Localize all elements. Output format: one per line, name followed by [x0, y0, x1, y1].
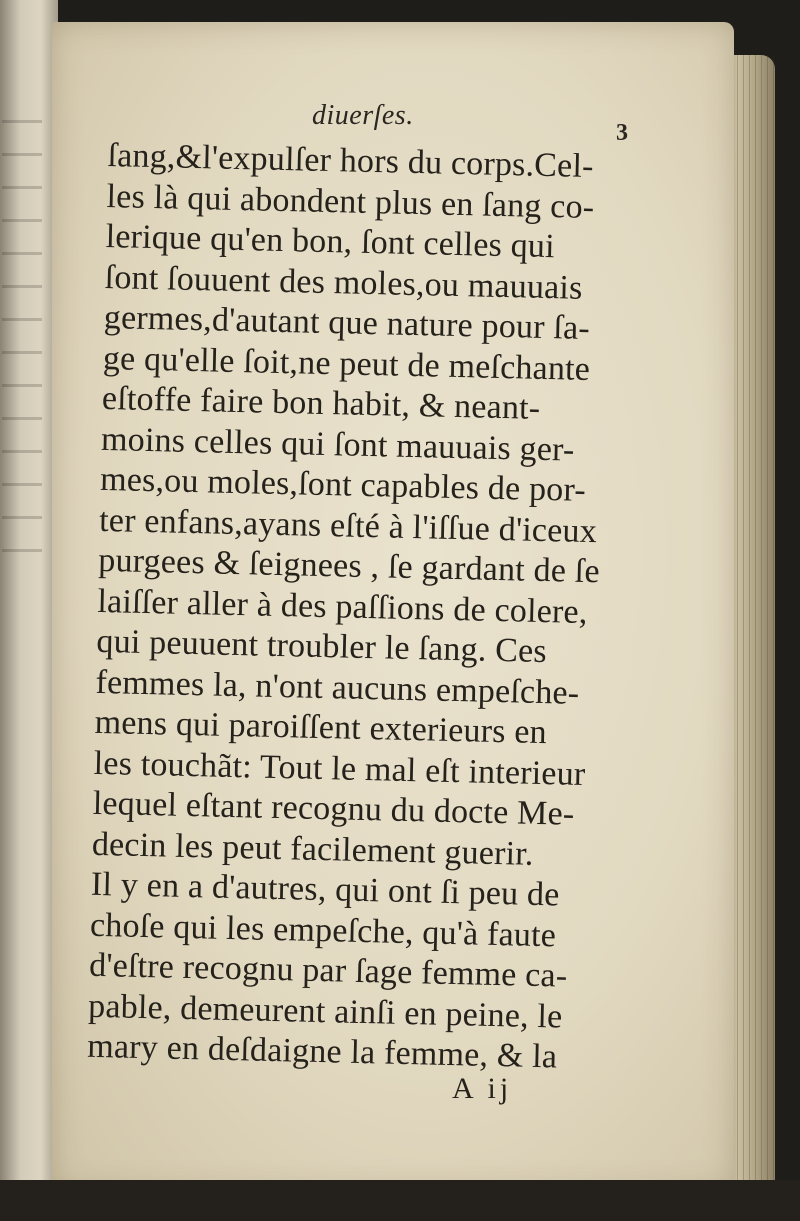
scan-background-bottom [0, 1180, 800, 1221]
text-line: moins celles qui ſont mauuais ger- [100, 420, 575, 469]
left-page-text-fragment [2, 120, 42, 580]
text-line: femmes la, n'ont aucuns empeſche- [95, 663, 580, 712]
text-line: qui peuuent troubler le ſang. Ces [96, 622, 548, 671]
text-line: ſont ſouuent des moles,ou mauuais [104, 258, 583, 307]
text-line: mens qui paroiſſent exterieurs en [94, 703, 548, 752]
page-number: 3 [616, 120, 628, 146]
text-line: mary en deſdaigne la femme, & la [86, 1027, 558, 1076]
left-page-edge [0, 0, 58, 1221]
text-line: lequel eſtant recognu du docte Me- [92, 784, 575, 833]
text-line: laiſſer aller à des paſſions de colere, [97, 582, 588, 631]
text-line: pable, demeurent ainſi en peine, le [87, 987, 563, 1036]
running-head: diuerſes. [312, 100, 414, 131]
text-line: ſang,&l'expulſer hors du corps.Cel- [107, 136, 595, 186]
text-line: les là qui abondent plus en ſang co- [106, 177, 595, 226]
text-line: d'eſtre recognu par ſage femme ca- [88, 946, 568, 995]
text-line: lerique qu'en bon, ſont celles qui [105, 217, 556, 266]
body-text [87, 136, 648, 1080]
text-line: mes,ou moles,ſont capables de por- [99, 460, 587, 509]
text-line: decin les peut facilement guerir. [91, 825, 535, 873]
text-line: purgees & ſeignees , ſe gardant de ſe [97, 541, 601, 591]
text-line: germes,d'autant que nature pour ſa- [103, 298, 591, 347]
text-line: eſtoffe faire bon habit, & neant- [101, 379, 541, 427]
text-line: ge qu'elle ſoit,ne peut de meſchante [102, 339, 591, 388]
text-line: ter enfans,ayans eſté à l'iſſue d'iceux [98, 501, 598, 550]
text-line: les touchãt: Tout le mal eſt interieur [93, 744, 586, 793]
signature-mark: A ij [452, 1072, 513, 1105]
text-line: Il y en a d'autres, qui ont ſi peu de [90, 865, 560, 914]
text-line: choſe qui les empeſche, qu'à faute [89, 906, 557, 954]
